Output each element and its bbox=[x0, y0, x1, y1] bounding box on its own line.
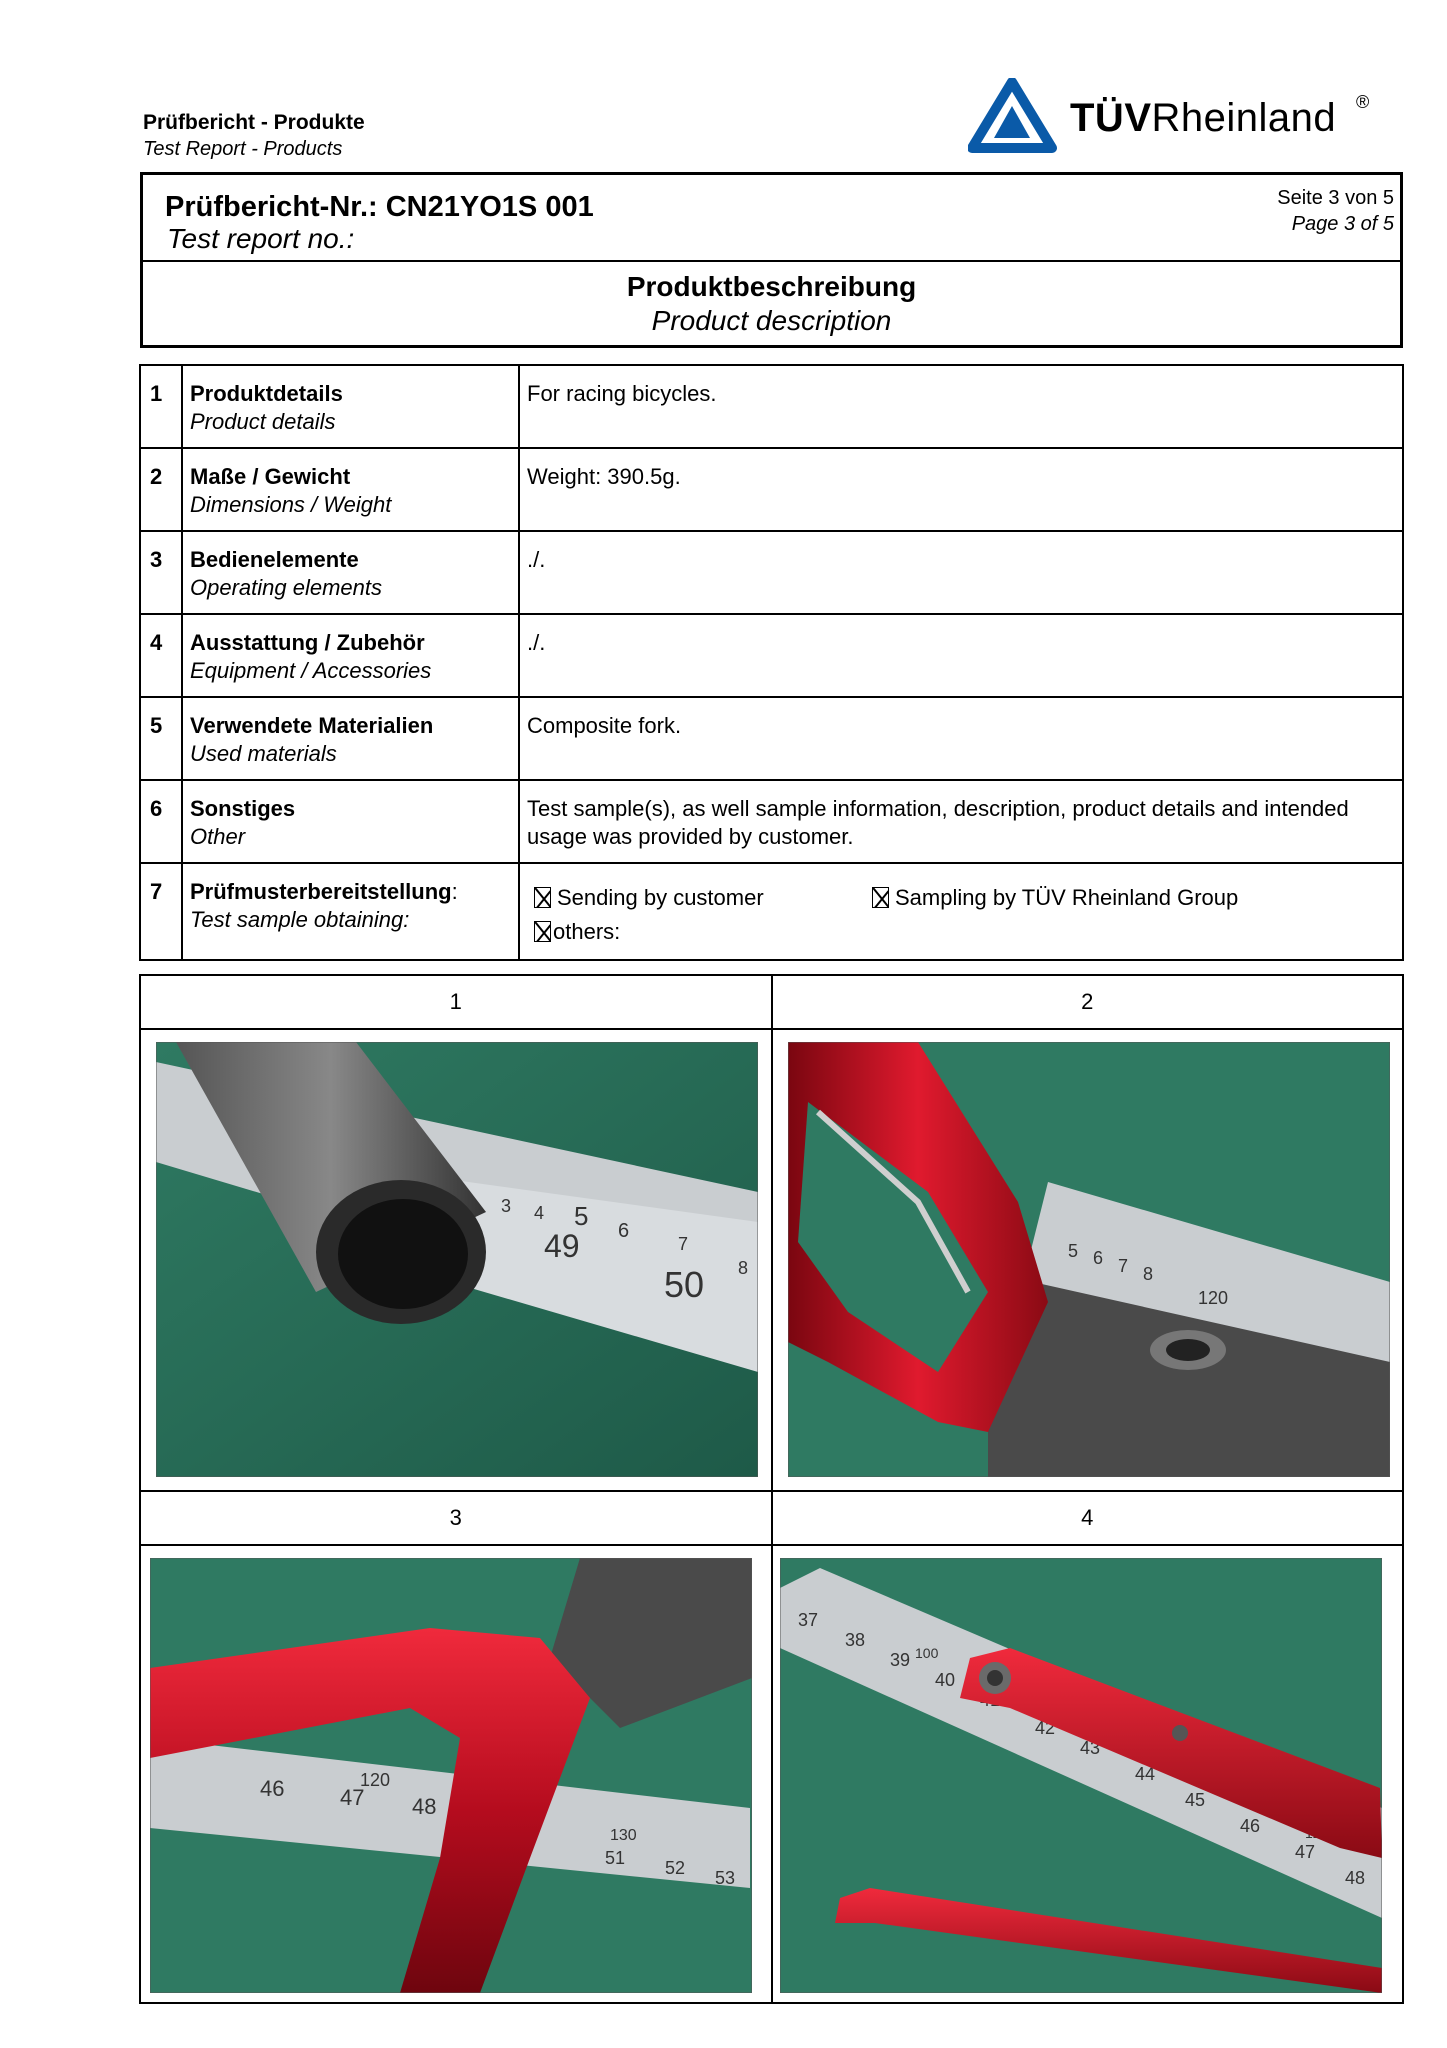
row-label: Sonstiges Other bbox=[182, 780, 519, 863]
photo-caption: 1 bbox=[140, 975, 772, 1029]
svg-text:3: 3 bbox=[501, 1196, 512, 1216]
svg-text:48: 48 bbox=[412, 1794, 437, 1819]
photo-cell bbox=[140, 1029, 772, 1491]
photo-1-fork-steerer-tube bbox=[156, 1042, 758, 1477]
svg-text:120: 120 bbox=[360, 1770, 391, 1790]
photo-caption: 4 bbox=[772, 1491, 1404, 1545]
svg-text:4: 4 bbox=[534, 1203, 545, 1223]
svg-text:7: 7 bbox=[678, 1234, 689, 1254]
svg-text:38: 38 bbox=[844, 1630, 865, 1650]
row-value: Weight: 390.5g. bbox=[519, 448, 1403, 531]
svg-text:52: 52 bbox=[665, 1858, 686, 1878]
row-number: 6 bbox=[140, 780, 182, 863]
table-row bbox=[140, 365, 1403, 448]
svg-text:40: 40 bbox=[934, 1670, 955, 1690]
row-number: 1 bbox=[140, 365, 182, 448]
svg-text:6: 6 bbox=[1092, 1248, 1103, 1268]
row-value: ./. bbox=[519, 614, 1403, 697]
row-number: 2 bbox=[140, 448, 182, 531]
table-row bbox=[140, 780, 1403, 863]
svg-text:120: 120 bbox=[1197, 1288, 1228, 1308]
page-number-de: Seite 3 von 5 bbox=[1277, 187, 1394, 209]
product-details-table bbox=[139, 364, 1404, 961]
logo-registered-mark: ® bbox=[1356, 92, 1370, 112]
svg-text:53: 53 bbox=[715, 1868, 736, 1888]
row-label: Verwendete Materialien Used materials bbox=[182, 697, 519, 780]
photo-caption: 3 bbox=[140, 1491, 772, 1545]
report-header-box bbox=[140, 172, 1403, 348]
tuv-logo bbox=[968, 78, 1398, 158]
svg-text:37: 37 bbox=[797, 1610, 818, 1630]
report-number-row bbox=[143, 175, 1400, 262]
photo-table bbox=[139, 974, 1404, 2004]
report-number-en: Test report no.: bbox=[167, 223, 355, 254]
svg-text:8: 8 bbox=[738, 1258, 749, 1278]
option-others: others: bbox=[534, 918, 1402, 946]
table-row bbox=[140, 448, 1403, 531]
header-title-de: Prüfbericht - Produkte bbox=[143, 111, 365, 134]
svg-text:5: 5 bbox=[1067, 1241, 1078, 1261]
svg-text:42: 42 bbox=[1034, 1718, 1055, 1738]
tuv-triangle-icon bbox=[968, 78, 1058, 158]
option-sending-by-customer: Sending by customer bbox=[534, 884, 764, 912]
row-value: ./. bbox=[519, 531, 1403, 614]
row-number: 3 bbox=[140, 531, 182, 614]
svg-text:51: 51 bbox=[605, 1848, 626, 1868]
row-number: 4 bbox=[140, 614, 182, 697]
logo-text: TÜVRheinland bbox=[1070, 96, 1337, 140]
row-number: 5 bbox=[140, 697, 182, 780]
photo-cell bbox=[140, 1545, 772, 2003]
svg-text:46: 46 bbox=[1239, 1816, 1260, 1836]
svg-text:47: 47 bbox=[340, 1785, 365, 1810]
photo-caption: 2 bbox=[772, 975, 1404, 1029]
photo-cell bbox=[772, 1029, 1404, 1491]
svg-text:8: 8 bbox=[1142, 1264, 1153, 1284]
row-label: Prüfmusterbereitstellung: Test sample obtaining: bbox=[182, 863, 519, 960]
row-value: Composite fork. bbox=[519, 697, 1403, 780]
report-number-de: Prüfbericht-Nr.: CN21YO1S 001 bbox=[165, 191, 594, 223]
svg-text:45: 45 bbox=[1184, 1790, 1205, 1810]
svg-text:130: 130 bbox=[610, 1827, 637, 1844]
svg-text:49: 49 bbox=[544, 1228, 580, 1264]
option-sampling-by-tuv: Sampling by TÜV Rheinland Group bbox=[872, 884, 1238, 912]
svg-text:50: 50 bbox=[664, 1264, 705, 1305]
svg-text:39: 39 bbox=[889, 1650, 910, 1670]
table-row bbox=[140, 614, 1403, 697]
row-label: Bedienelemente Operating elements bbox=[182, 531, 519, 614]
header-title-en: Test Report - Products bbox=[143, 138, 343, 160]
svg-text:47: 47 bbox=[1294, 1842, 1315, 1862]
page-number-en: Page 3 of 5 bbox=[1291, 213, 1394, 235]
photo-2-fork-crown-damage bbox=[788, 1042, 1390, 1477]
page-number bbox=[1277, 185, 1394, 237]
svg-text:48: 48 bbox=[1344, 1868, 1365, 1888]
checkbox-crossed-icon bbox=[872, 887, 889, 908]
row-value: Test sample(s), as well sample information, description, product details and intended usage was provided by customer. bbox=[519, 780, 1403, 863]
table-row bbox=[140, 531, 1403, 614]
svg-text:7: 7 bbox=[1117, 1256, 1128, 1276]
photo-4-fork-dropout-ruler bbox=[780, 1558, 1382, 1993]
section-title-de: Produktbeschreibung bbox=[626, 271, 917, 302]
checkbox-crossed-icon bbox=[534, 887, 551, 908]
row-value: For racing bicycles. bbox=[519, 365, 1403, 448]
svg-text:5: 5 bbox=[574, 1201, 589, 1231]
svg-text:46: 46 bbox=[260, 1776, 285, 1801]
section-title-en: Product description bbox=[651, 305, 892, 336]
svg-text:100: 100 bbox=[914, 1645, 938, 1661]
photo-cell bbox=[772, 1545, 1404, 2003]
row-label: Ausstattung / Zubehör Equipment / Accessories bbox=[182, 614, 519, 697]
section-title bbox=[143, 270, 1400, 338]
svg-text:43: 43 bbox=[1079, 1738, 1100, 1758]
svg-text:6: 6 bbox=[618, 1220, 630, 1242]
row-number: 7 bbox=[140, 863, 182, 960]
photo-3-fork-blades-ruler bbox=[150, 1558, 752, 1993]
document-header bbox=[143, 110, 365, 162]
table-row bbox=[140, 863, 1403, 960]
row-value bbox=[519, 863, 1403, 960]
row-label: Maße / Gewicht Dimensions / Weight bbox=[182, 448, 519, 531]
row-label: Produktdetails Product details bbox=[182, 365, 519, 448]
svg-text:44: 44 bbox=[1134, 1764, 1155, 1784]
table-row bbox=[140, 697, 1403, 780]
checkbox-crossed-icon bbox=[534, 921, 551, 942]
